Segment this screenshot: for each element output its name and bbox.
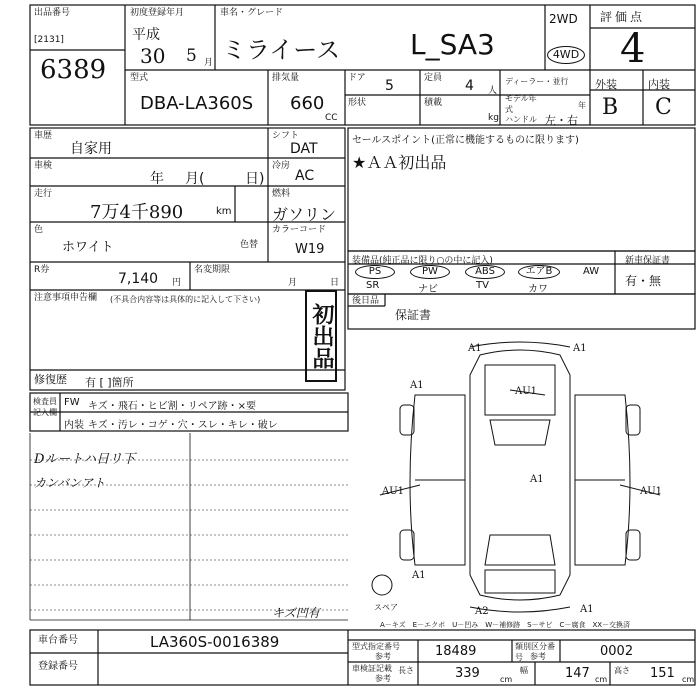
ref-label-3: 参考 (375, 674, 391, 683)
equipment-sr: SR (366, 280, 380, 291)
equipment-ps: PS (355, 265, 395, 279)
height: 151 (650, 666, 675, 681)
selling-points-text: ★ＡＡ初出品 (352, 153, 447, 172)
exterior-label: 外装 (595, 78, 617, 91)
damage-mark-1: A1 (468, 343, 482, 354)
handwritten-note-2: カンバンアト (34, 476, 106, 490)
grade: L_SA3 (410, 28, 495, 61)
score-label: 評価点 (600, 10, 646, 24)
exterior-grade: B (602, 95, 619, 120)
damage-mark-8: A2 (475, 606, 489, 617)
reg-month-unit: 月 (204, 58, 214, 68)
shape-label: 形状 (348, 98, 367, 108)
recycle-label: R券 (34, 265, 50, 275)
lot-number: 6389 (40, 55, 107, 85)
color: ホワイト (62, 240, 114, 255)
model-year-unit: 年 (578, 101, 586, 110)
lot-sub: [2131] (34, 35, 64, 45)
reg-month: 5 (186, 46, 197, 66)
width-label: 幅 (520, 666, 528, 675)
length-label: 長さ (398, 666, 414, 675)
mileage-unit: km (216, 206, 232, 217)
length-unit: cm (500, 675, 513, 684)
shift-label: シフト (272, 131, 300, 141)
height-unit: cm (682, 675, 695, 684)
model-label: 型式 (130, 73, 149, 83)
registration-label: 登録番号 (38, 661, 78, 672)
interior-grade: C (655, 95, 672, 120)
recycle-unit: 円 (172, 278, 182, 288)
interior-head: 内装 (64, 420, 84, 431)
handle-value: 左・右 (545, 114, 578, 127)
drive-4wd: 4WD (547, 46, 585, 64)
damage-mark-10: A1 (580, 604, 594, 615)
equipment-leather: カワ (528, 284, 548, 295)
damage-mark-3: A1 (410, 380, 424, 391)
selling-points-label: セールスポイント(正常に機能するものに限ります) (352, 135, 579, 146)
color-change-label: 色替 (240, 240, 259, 250)
color-code-label: カラーコード (272, 225, 327, 235)
interior-label: 内装 (648, 78, 670, 91)
recycle: 7,140 (118, 271, 159, 287)
fw-head: FW (64, 397, 80, 408)
seats-unit: 人 (488, 86, 498, 96)
damage-mark-6: AU1 (382, 486, 405, 497)
car-name: ミライース (222, 36, 341, 64)
repair-label: 修復歴 (34, 373, 67, 386)
equipment-tv: TV (476, 280, 489, 291)
mileage-label: 走行 (34, 189, 53, 199)
warranty-label: 新車保証書 (625, 256, 671, 266)
color-code: W19 (295, 242, 325, 257)
equipment-label: 装備品(純正品に限り○の中に記入) (352, 256, 493, 266)
score: 4 (620, 26, 646, 72)
class-label: 類別区分番号 (515, 642, 555, 662)
ref-label-2: 参考 (530, 652, 546, 661)
seats-label: 定員 (424, 73, 443, 83)
inspection-day: 日) (245, 171, 265, 187)
seats: 4 (465, 78, 474, 94)
displacement: 660 (290, 93, 325, 114)
name-change-day: 日 (330, 278, 340, 288)
fw-notes: キズ・飛石・ヒビ割・リペア跡・×要 (88, 401, 256, 412)
history-label: 車歴 (34, 131, 53, 141)
chassis-label: 車台番号 (38, 635, 78, 646)
color-label: 色 (34, 225, 44, 235)
inspection-month: 月( (185, 171, 205, 187)
load-label: 積載 (424, 98, 443, 108)
width-unit: cm (595, 675, 608, 684)
damage-mark-7: AU1 (640, 486, 663, 497)
name-change-label: 名変期限 (194, 265, 231, 275)
model-year-label: モデル年式 (505, 94, 537, 114)
repair-value: 有 [ ]箇所 (85, 376, 134, 389)
notes-label: 注意事項申告欄 (34, 293, 98, 303)
model-code: DBA-LA360S (140, 93, 254, 114)
diagram-legend: A－キズ E－エクボ U－凹み W－補修跡 S－サビ C－腐食 XX－交換済 (380, 621, 631, 629)
handwritten-note-1: Dルートハ日リ下 (34, 452, 136, 467)
chassis-number: LA360S-0016389 (150, 633, 280, 651)
damage-mark-9: A1 (412, 570, 426, 581)
name-change-month: 月 (288, 278, 298, 288)
class-no: 0002 (600, 644, 634, 659)
damage-mark-2: A1 (573, 343, 587, 354)
equipment-airbag: エアB (518, 265, 560, 279)
dealer-label: ディーラー・並行 (505, 77, 569, 86)
equipment-navi: ナビ (418, 284, 438, 295)
handwritten-note-3: キズ凹有 (272, 606, 320, 620)
fuel-label: 燃料 (272, 189, 291, 199)
length: 339 (455, 666, 480, 681)
fuel: ガソリン (272, 205, 337, 224)
era: 平成 (132, 27, 160, 43)
ac-label: 冷房 (272, 161, 291, 171)
doors-label: ドア (348, 73, 366, 83)
lot-label: 出品番号 (34, 8, 71, 18)
width: 147 (565, 666, 590, 681)
displacement-label: 排気量 (272, 73, 300, 83)
history: 自家用 (70, 141, 112, 157)
inspection-notes-label: 検査員記入欄 (33, 397, 57, 417)
documents-label: 後日品 (352, 296, 380, 306)
equipment-pw: PW (410, 265, 450, 279)
inspection-year: 年 (150, 171, 164, 187)
displacement-unit: CC (325, 113, 338, 123)
warranty-value: 有・無 (625, 274, 662, 288)
equipment-abs: ABS (465, 265, 505, 279)
height-label: 高さ (614, 666, 630, 675)
car-damage-diagram (360, 335, 695, 620)
damage-mark-4: AU1 (515, 386, 538, 397)
ref-label-1: 参考 (375, 652, 391, 661)
handle-label: ハンドル (505, 115, 537, 124)
first-listing-stamp: 初出品 (305, 290, 337, 382)
load-unit: kg (488, 113, 499, 123)
interior-notes: キズ・汚レ・コゲ・穴・スレ・キレ・破レ (88, 420, 278, 431)
mileage: 7万4千890 (90, 202, 184, 223)
drive-2wd: 2WD (549, 12, 578, 26)
name-label: 車名・グレード (220, 8, 284, 18)
reg-label: 初度登録年月 (130, 8, 185, 18)
notes-sub: (不具合内容等は具体的に記入して下さい) (110, 295, 261, 304)
ac: AC (295, 168, 315, 184)
spare-label: スペア (374, 603, 398, 612)
doors: 5 (385, 78, 394, 94)
cert-label: 車検証記載 (352, 664, 392, 673)
documents-value: 保証書 (395, 308, 432, 322)
reg-year: 30 (140, 44, 166, 68)
equipment-aw: AW (583, 266, 600, 277)
type-no: 18489 (435, 644, 477, 659)
shift: DAT (290, 141, 318, 157)
type-no-label: 型式指定番号 (352, 642, 400, 651)
damage-mark-5: A1 (530, 474, 544, 485)
inspection-label: 車検 (34, 161, 53, 171)
